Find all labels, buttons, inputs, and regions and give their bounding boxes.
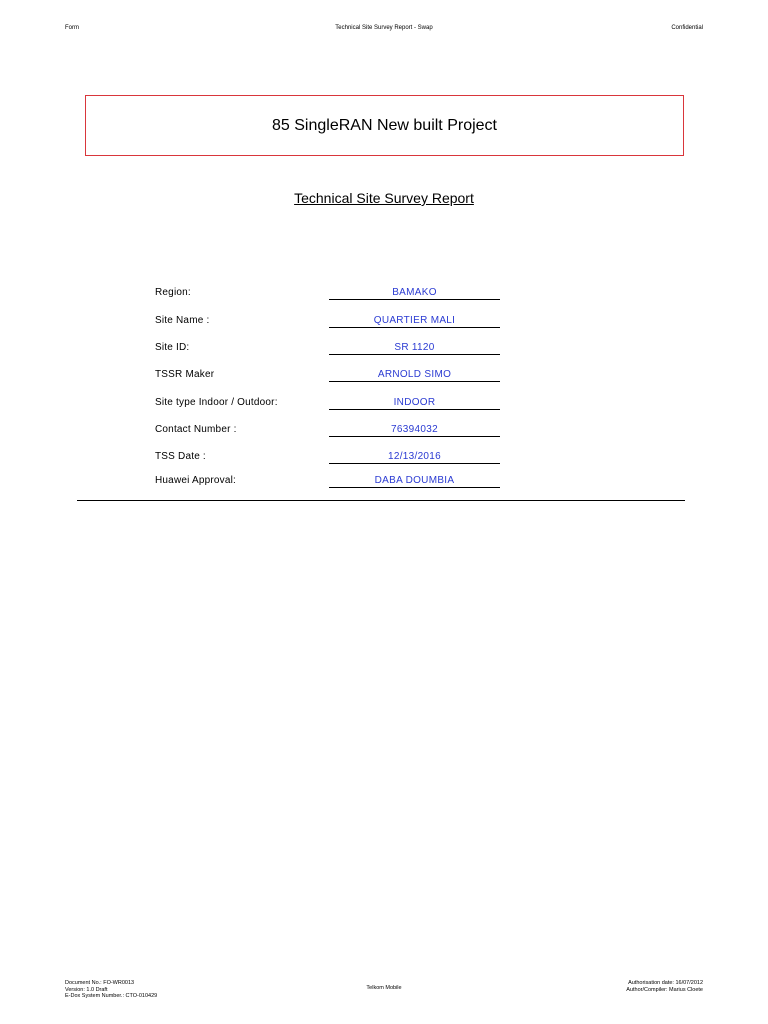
footer-company: Telkom Mobile <box>366 985 402 991</box>
field-label: Contact Number : <box>155 424 237 435</box>
field-value: ARNOLD SIMO <box>329 368 500 382</box>
header-confidential-label: Confidential <box>671 25 703 31</box>
footer-version: Version: 1.0 Draft <box>65 986 108 993</box>
field-label: Site ID: <box>155 342 190 353</box>
field-row-region <box>0 286 768 306</box>
footer-authorisation-info <box>626 980 703 993</box>
footer-document-number: Document No.: FO-WR0013 <box>65 980 135 986</box>
field-value: SR 1120 <box>329 341 500 355</box>
field-row-huawei-approval <box>0 474 768 494</box>
field-value: DABA DOUMBIA <box>329 474 500 488</box>
field-value: BAMAKO <box>329 286 500 300</box>
footer-author: Author/Compiler: Marius Cloete <box>626 986 703 993</box>
field-row-site-id <box>0 341 768 361</box>
field-row-contact-number <box>0 423 768 443</box>
field-row-tssr-maker <box>0 368 768 388</box>
field-value: 76394032 <box>329 423 500 437</box>
report-title: Technical Site Survey Report <box>294 190 474 206</box>
header-document-title: Technical Site Survey Report - Swap <box>335 25 433 31</box>
footer-edox-number: E-Dox System Number.: CTO-010429 <box>65 993 158 999</box>
header-form-label: Form <box>65 25 79 31</box>
section-divider <box>77 500 685 501</box>
field-value: INDOOR <box>329 396 500 410</box>
field-value: QUARTIER MALI <box>329 314 500 328</box>
field-label: TSS Date : <box>155 451 206 462</box>
field-label: Site type Indoor / Outdoor: <box>155 397 278 408</box>
field-label: Site Name : <box>155 315 210 326</box>
field-row-tss-date <box>0 450 768 470</box>
field-row-site-name <box>0 314 768 334</box>
footer-authorisation-date: Authorisation date: 16/07/2012 <box>628 980 703 986</box>
field-value: 12/13/2016 <box>329 450 500 464</box>
project-title-box <box>85 95 684 156</box>
field-row-site-type <box>0 396 768 416</box>
field-label: Region: <box>155 287 191 298</box>
project-title: 85 SingleRAN New built Project <box>272 116 497 134</box>
field-label: Huawei Approval: <box>155 475 237 486</box>
field-label: TSSR Maker <box>155 369 215 380</box>
